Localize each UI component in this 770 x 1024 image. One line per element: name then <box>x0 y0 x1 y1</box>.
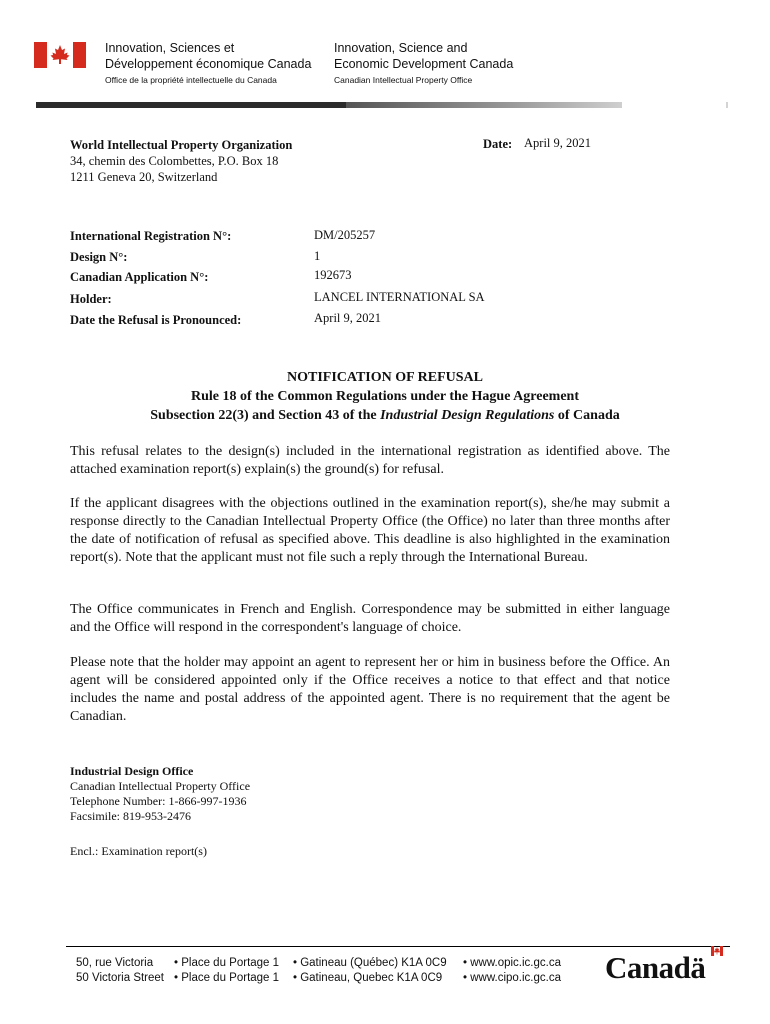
addressee-org: World Intellectual Property Organization <box>70 138 293 152</box>
paragraph-disagree-response: If the applicant disagrees with the objections outlined in the examination report(s), she/he may submit a response directly to the Canadian Intellectual Property Office (the Office) no later than three months after the date of notification of refusal as specified above. This deadline is also highlighted in the examination report(s). Note that the applicant must not file such a reply through the International Bureau. <box>70 496 670 565</box>
footer-city <box>293 956 447 986</box>
footer-web-fr[interactable]: • www.opic.ic.gc.ca <box>463 957 561 969</box>
field-label-design-number: Design N°: <box>70 250 128 264</box>
en-office-name: Canadian Intellectual Property Office <box>334 75 473 85</box>
footer-city-en: • Gatineau, Quebec K1A 0C9 <box>293 972 443 984</box>
fr-department-line2: Développement économique Canada <box>105 57 312 71</box>
field-value-canadian-application: 192673 <box>314 268 352 282</box>
title-line3-italic: Industrial Design Regulations <box>380 408 555 423</box>
notification-title: NOTIFICATION OF REFUSAL <box>286 370 484 385</box>
footer-building-fr: • Place du Portage 1 <box>174 957 280 969</box>
signature-org: Canadian Intellectual Property Office <box>70 779 251 793</box>
footer-web <box>463 956 561 986</box>
header-english <box>334 40 513 86</box>
field-label-holder: Holder: <box>70 292 112 306</box>
paragraph-agent: Please note that the holder may appoint an agent to represent her or him in business before the Office. An agent will be considered appointed only if the Office receives a notice to that effect and that notice includes the name and postal address of the appointed agent. There is no requirement that the agent be Canadian. <box>70 655 670 724</box>
signature-telephone: Telephone Number: 1-866-997-1936 <box>70 794 247 808</box>
fr-office-name: Office de la propriété intellectuelle du Canada <box>105 75 277 85</box>
notification-subtitle-section <box>36 406 734 425</box>
en-department-line2: Economic Development Canada <box>334 57 514 71</box>
footer-street-fr: 50, rue Victoria <box>76 957 154 969</box>
signature-facsimile: Facsimile: 819-953-2476 <box>70 809 191 823</box>
signature-office: Industrial Design Office <box>70 764 194 778</box>
field-label-canadian-application: Canadian Application N°: <box>70 270 209 284</box>
enclosure-note: Encl.: Examination report(s) <box>70 844 207 858</box>
signature-block <box>70 764 250 824</box>
header-rule-dark <box>36 102 346 108</box>
canada-flag-icon <box>34 42 86 68</box>
footer-building-en: • Place du Portage 1 <box>174 972 280 984</box>
footer-building <box>174 956 279 986</box>
footer-web-en[interactable]: • www.cipo.ic.gc.ca <box>463 972 561 984</box>
header-rule-end <box>726 102 728 108</box>
field-value-holder: LANCEL INTERNATIONAL SA <box>314 290 485 304</box>
header-french <box>105 40 311 86</box>
header-rule-gradient <box>346 102 622 108</box>
canada-wordmark: Canadä <box>605 950 706 985</box>
wordmark-flag-icon <box>711 946 723 956</box>
field-value-design-number: 1 <box>314 249 321 263</box>
en-department-line1: Innovation, Science and <box>334 41 468 55</box>
addressee-block <box>70 137 292 185</box>
field-value-refusal-date: April 9, 2021 <box>314 311 382 325</box>
notification-subtitle-rule: Rule 18 of the Common Regulations under the Hague Agreement <box>191 389 579 404</box>
date-label: Date: <box>483 137 513 151</box>
addressee-city: 1211 Geneva 20, Switzerland <box>70 170 218 184</box>
date-value: April 9, 2021 <box>524 136 592 150</box>
paragraph-refusal-relates: This refusal relates to the design(s) included in the international registration as identified above. The attached examination report(s) explain(s) the ground(s) for refusal. <box>70 444 670 477</box>
field-label-intl-registration: International Registration N°: <box>70 229 232 243</box>
fr-department-line1: Innovation, Sciences et <box>105 41 235 55</box>
footer-city-fr: • Gatineau (Québec) K1A 0C9 <box>293 957 447 969</box>
addressee-street: 34, chemin des Colombettes, P.O. Box 18 <box>70 154 279 168</box>
footer-street-en: 50 Victoria Street <box>76 972 165 984</box>
title-line3-pre: Subsection 22(3) and Section 43 of the <box>150 408 381 423</box>
paragraph-languages: The Office communicates in French and English. Correspondence may be submitted in either language and the Office will respond in the correspondent's language of choice. <box>70 602 670 635</box>
footer-rule <box>66 946 730 947</box>
footer-street <box>76 956 164 986</box>
title-line3-post: of Canada <box>554 408 620 423</box>
field-value-intl-registration: DM/205257 <box>314 228 376 242</box>
field-label-refusal-date: Date the Refusal is Pronounced: <box>70 313 242 327</box>
